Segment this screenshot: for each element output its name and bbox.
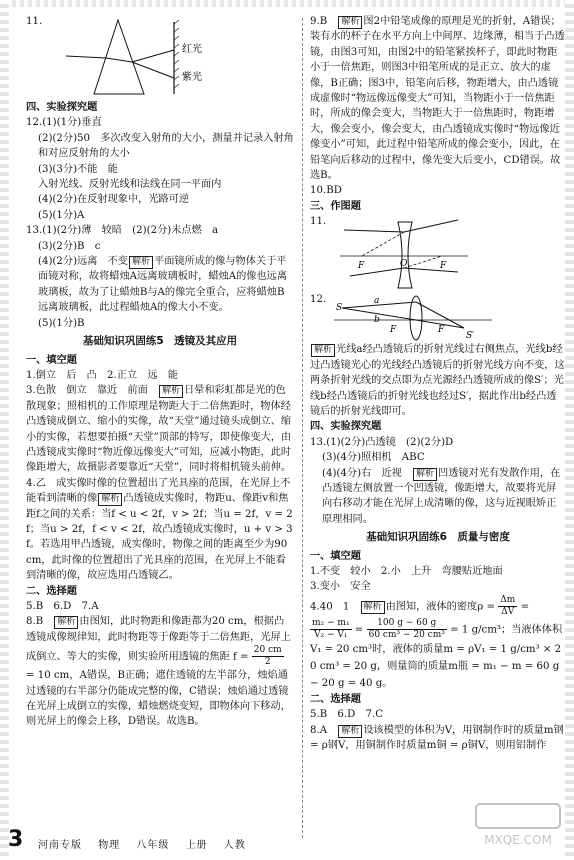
source-label: S — [336, 303, 343, 314]
explanation-tag: 解析 — [159, 385, 183, 398]
page-number: 3 — [8, 827, 24, 852]
extension-dashed-2 — [404, 256, 442, 268]
page-edge-left — [0, 0, 9, 860]
page-edge-right — [565, 0, 574, 860]
section-drawing-heading: 三、作图题 — [310, 200, 361, 212]
footer-term: 上册 — [185, 840, 208, 851]
watermark-text: MXQE.COM — [484, 833, 552, 847]
choice6-answers-5-7: 5.B 6.D 7.C — [310, 709, 383, 721]
section-experiment-heading-right: 四、实验探究题 — [310, 421, 382, 433]
fill6-answer-4: 4.40 1 解析 由图知，液体的密度ρ = $\frac{\Delta m}{\Delta V}$ = $\frac{\text{m₂ − m₁}}{\text{V₂ − V₁}}$ = $\frac{100 g - 60 g}{\text{60 cm³ − 20 cm³}}$ = 1 g/cm³；当液体体积V₁ = 20 cm³时，液体的质量m = ρV₁ = 1 g/cm³ × 20 cm³ = 20 g，则量筒的质量m瓶 = m₁ − m = 60 g − 20 g = 40 g。 — [310, 594, 563, 689]
focal-length-fraction: $\frac{20 cm}{2}$ — [253, 645, 282, 668]
screen-hatch — [174, 20, 179, 24]
section-title-exercise-6: 基础知识巩固练6 质量与密度 — [366, 531, 510, 544]
choice6-answer-8: 8.A 解析 设该模型的体积为V，用钢制作时的质量m钢 = ρ钢V，用铜制作时质量m铜 = ρ铜V，则用铝制作 — [310, 724, 564, 751]
explanation-tag: 解析 — [338, 725, 362, 738]
purple-light-label: 紫光 — [182, 72, 202, 83]
incident-ray — [66, 56, 106, 58]
exp13-explanation: (4)(4分)右 近视 解析 凹透镜对光有发散作用，在凸透镜左侧放置一个凹透镜，像距增大，故要将光屏向右移动才能在光屏上成清晰的像，这与近视眼矫正原理相同。 — [322, 467, 561, 525]
footer-region: 河南专版 — [38, 840, 82, 851]
density-fraction-2: $\frac{\text{m₂ − m₁}}{\text{V₂ − V₁}}$ — [312, 617, 350, 640]
drawing-12-block — [310, 292, 566, 342]
q13-line-2: (3)(2分)B c — [38, 240, 101, 252]
focus-right-label: F — [438, 325, 445, 336]
explanation-tag: 解析 — [311, 344, 335, 357]
q12-line-1: 12.(1)(1分)垂直 — [26, 117, 102, 129]
q12-line-5: (4)(2分)在反射现象中，光路可逆 — [38, 194, 190, 206]
section-title-exercise-5: 基础知识巩固练5 透镜及其应用 — [82, 335, 238, 348]
explanation-tag: 解析 — [361, 601, 385, 614]
red-ray — [132, 50, 174, 62]
explanation-tag: 解析 — [413, 468, 437, 481]
fill-answer-1-2: 1.倒立 后 凸 2.正立 远 能 — [26, 369, 178, 381]
exp13-line-1: 13.(1)(2分)凸透镜 (2)(2分)D — [310, 436, 454, 448]
explanation-tag: 解析 — [98, 493, 122, 506]
right-column — [310, 14, 566, 753]
optical-center-label: O — [400, 259, 408, 270]
focus-right-label: F — [440, 261, 447, 272]
question-11-block — [26, 14, 294, 100]
choice-answer-10: 10.BD — [310, 185, 342, 197]
density-fraction-3: $\frac{100 g - 60 g}{\text{60 cm³ − 20 cm³}}$ — [368, 617, 445, 640]
fill6-answer-3: 3.变小 安全 — [310, 581, 371, 593]
purple-ray — [132, 62, 174, 78]
q12-line-2: (2)(2分)50 多次改变入射角的大小，测量并记录入射角和对应反射角的大小 — [38, 132, 294, 160]
fill6-answer-1-2: 1.不变 较小 2.小 上升 弯腰贴近地面 — [310, 565, 503, 577]
q12-line-4: 入射光线、反射光线和法线在同一平面内 — [38, 179, 222, 191]
choice-answers-5-7: 5.B 6.D 7.A — [26, 601, 99, 612]
prism-dispersion-figure — [66, 16, 216, 98]
section-choice-heading: 二、选择题 — [26, 585, 77, 597]
choice-answer-8: 8.B 解析 由图知，此时物距和像距都为20 cm，根据凸透镜成像规律知，此时物距等于像距等于二倍焦距，光屏上成倒立、等大的实像，则实验所用透镜的焦距 f = $\frac{20 cm}{2}$ = 10 cm，A错误，B正确；遮住透镜的左半部分，烛焰通过透镜的右半部分仍能成完整的像，C错误；烛焰通过透镜在光屏上成倒立的实像，蜡烛燃烧变短，即物体向下移动，则光屏上的像会上移，D错误。故选B。 — [26, 616, 291, 728]
q12-line-6: (5)(1分)A — [38, 209, 85, 221]
explanation-tag: 解析 — [129, 256, 153, 269]
drawing-11-block — [310, 214, 566, 292]
footer-edition: 人教 — [223, 840, 246, 851]
density-fraction-1: $\frac{\Delta m}{\Delta V}$ — [500, 594, 516, 617]
watermark-logo — [470, 800, 566, 850]
ray-b-label: b — [374, 315, 380, 326]
section-fill-heading: 一、填空题 — [26, 354, 77, 366]
choice-answer-9: 9.B 解析 图2中铅笔成像的原理是光的折射，A错误；装有水的杯子在水平方向上中间厚、边缘薄，相当于凸透镜，由图3可知，由图2中的铅笔紧挨杯子，即此时物距小于一倍焦距，则图3中铅笔所成的是正立、放大的虚像，B正确；图3中，铅笔向后移，物距增大，由凸透镜成虚像时“物远像远像变大”可知，当物距小于一倍焦距时，所成的像会变大，当物距大于一倍焦距时，物距增大，像会变小，像会变大，由凸透镜成实像时“物远像近像变小”可知，此过程中铅笔所成的像会变小，因此，在铅笔向后移动的过程中，像先变大后变小，CD错误。故选B。 — [310, 16, 565, 182]
page-footer — [38, 838, 258, 853]
ray-a-label: a — [374, 296, 380, 307]
refracted-ray — [106, 58, 132, 62]
extension-dashed — [362, 232, 404, 256]
drawing-12-number: 12. — [310, 294, 327, 306]
fill-answer-3: 3.色散 倒立 靠近 前面 解析 日晕和彩虹都是光的色散现象；照相机的工作原理是物距大于二倍焦距时，物体经凸透镜成倒立、缩小的实像，故“天堂”通过镜头成倒立、缩小的实像，若想要拍摄“天堂”顶部的特写，即使像变大，由凸透镜成实像时“物近像远像变大”可知，应减小物距，此时像距增大，故摄影者要靠近“天堂”，同时将相机镜头前伸。 — [26, 385, 292, 474]
drawing-12-explanation: 解析 光线a经凸透镜后的折射光线过右侧焦点，光线b经过凸透镜光心的光线经凸透镜后的折射光线方向不变，这两条折射光线的交点即为点光源经凸透镜所成的像S′；光线b经凸透镜后的折射光线也经过S′，据此作出b经凸透镜后的折射光线即可。 — [310, 344, 565, 417]
convex-lens-figure — [334, 294, 494, 342]
prism-shape — [94, 20, 144, 94]
section-fill-heading-right: 一、填空题 — [310, 550, 361, 562]
drawing-11-number: 11. — [310, 216, 327, 228]
q13-explanation: (4)(2分)远离 不变 解析 平面镜所成的像与物体关于平面镜对称，故将蜡烛A远离玻璃板时，蜡烛A的像也远离玻璃板，故为了让蜡烛B与A的像完全重合，应将蜡烛B远离玻璃板，此过程蜡烛A的像大小不变。 — [38, 256, 288, 314]
section-choice-heading-right: 二、选择题 — [310, 693, 361, 705]
section-experiment-heading: 四、实验探究题 — [26, 102, 98, 113]
exp13-line-2: (3)(4分)照相机 ABC — [322, 452, 425, 464]
incident-ray-top — [344, 230, 404, 232]
q13-line-5: (5)(1分)B — [38, 317, 85, 329]
q13-line-1: 13.(1)(2分)薄 较暗 (2)(2分)未点燃 a — [26, 225, 219, 237]
image-label: S′ — [466, 331, 475, 342]
explanation-tag: 解析 — [54, 616, 78, 629]
q12-line-3: (3)(3分)不能 能 — [38, 163, 118, 175]
question-11-number: 11. — [26, 16, 43, 27]
footer-subject: 物理 — [98, 840, 121, 851]
explanation-tag: 解析 — [338, 16, 362, 29]
concave-lens-figure — [340, 216, 470, 290]
footer-grade: 八年级 — [136, 840, 170, 851]
page-edge-top — [0, 0, 574, 7]
fill-answer-4: 4.乙 成实像时像的位置超出了光具座的范围，在光屏上不能看到清晰的像 解析 凸透镜成实像时，物距u、像距v和焦距f之间的关系：当f < u < 2f，v > 2f；当u = 2f，v = 2f；当u > 2f，f < v < 2f，故凸透镜成实像时，u + v > 3f。若选用甲凸透镜，成实像时，物像之间的距离至少为90 cm，此时像的位置超出了光具座的范围，在光屏上不能看到清晰的像，故应选用凸透镜乙。 — [26, 477, 293, 582]
column-divider — [302, 18, 303, 838]
exit-ray-bottom — [404, 268, 458, 272]
focus-left-label: F — [390, 325, 397, 336]
red-light-label: 红光 — [182, 44, 202, 55]
focus-left-label: F — [358, 261, 365, 272]
left-column — [26, 14, 294, 730]
